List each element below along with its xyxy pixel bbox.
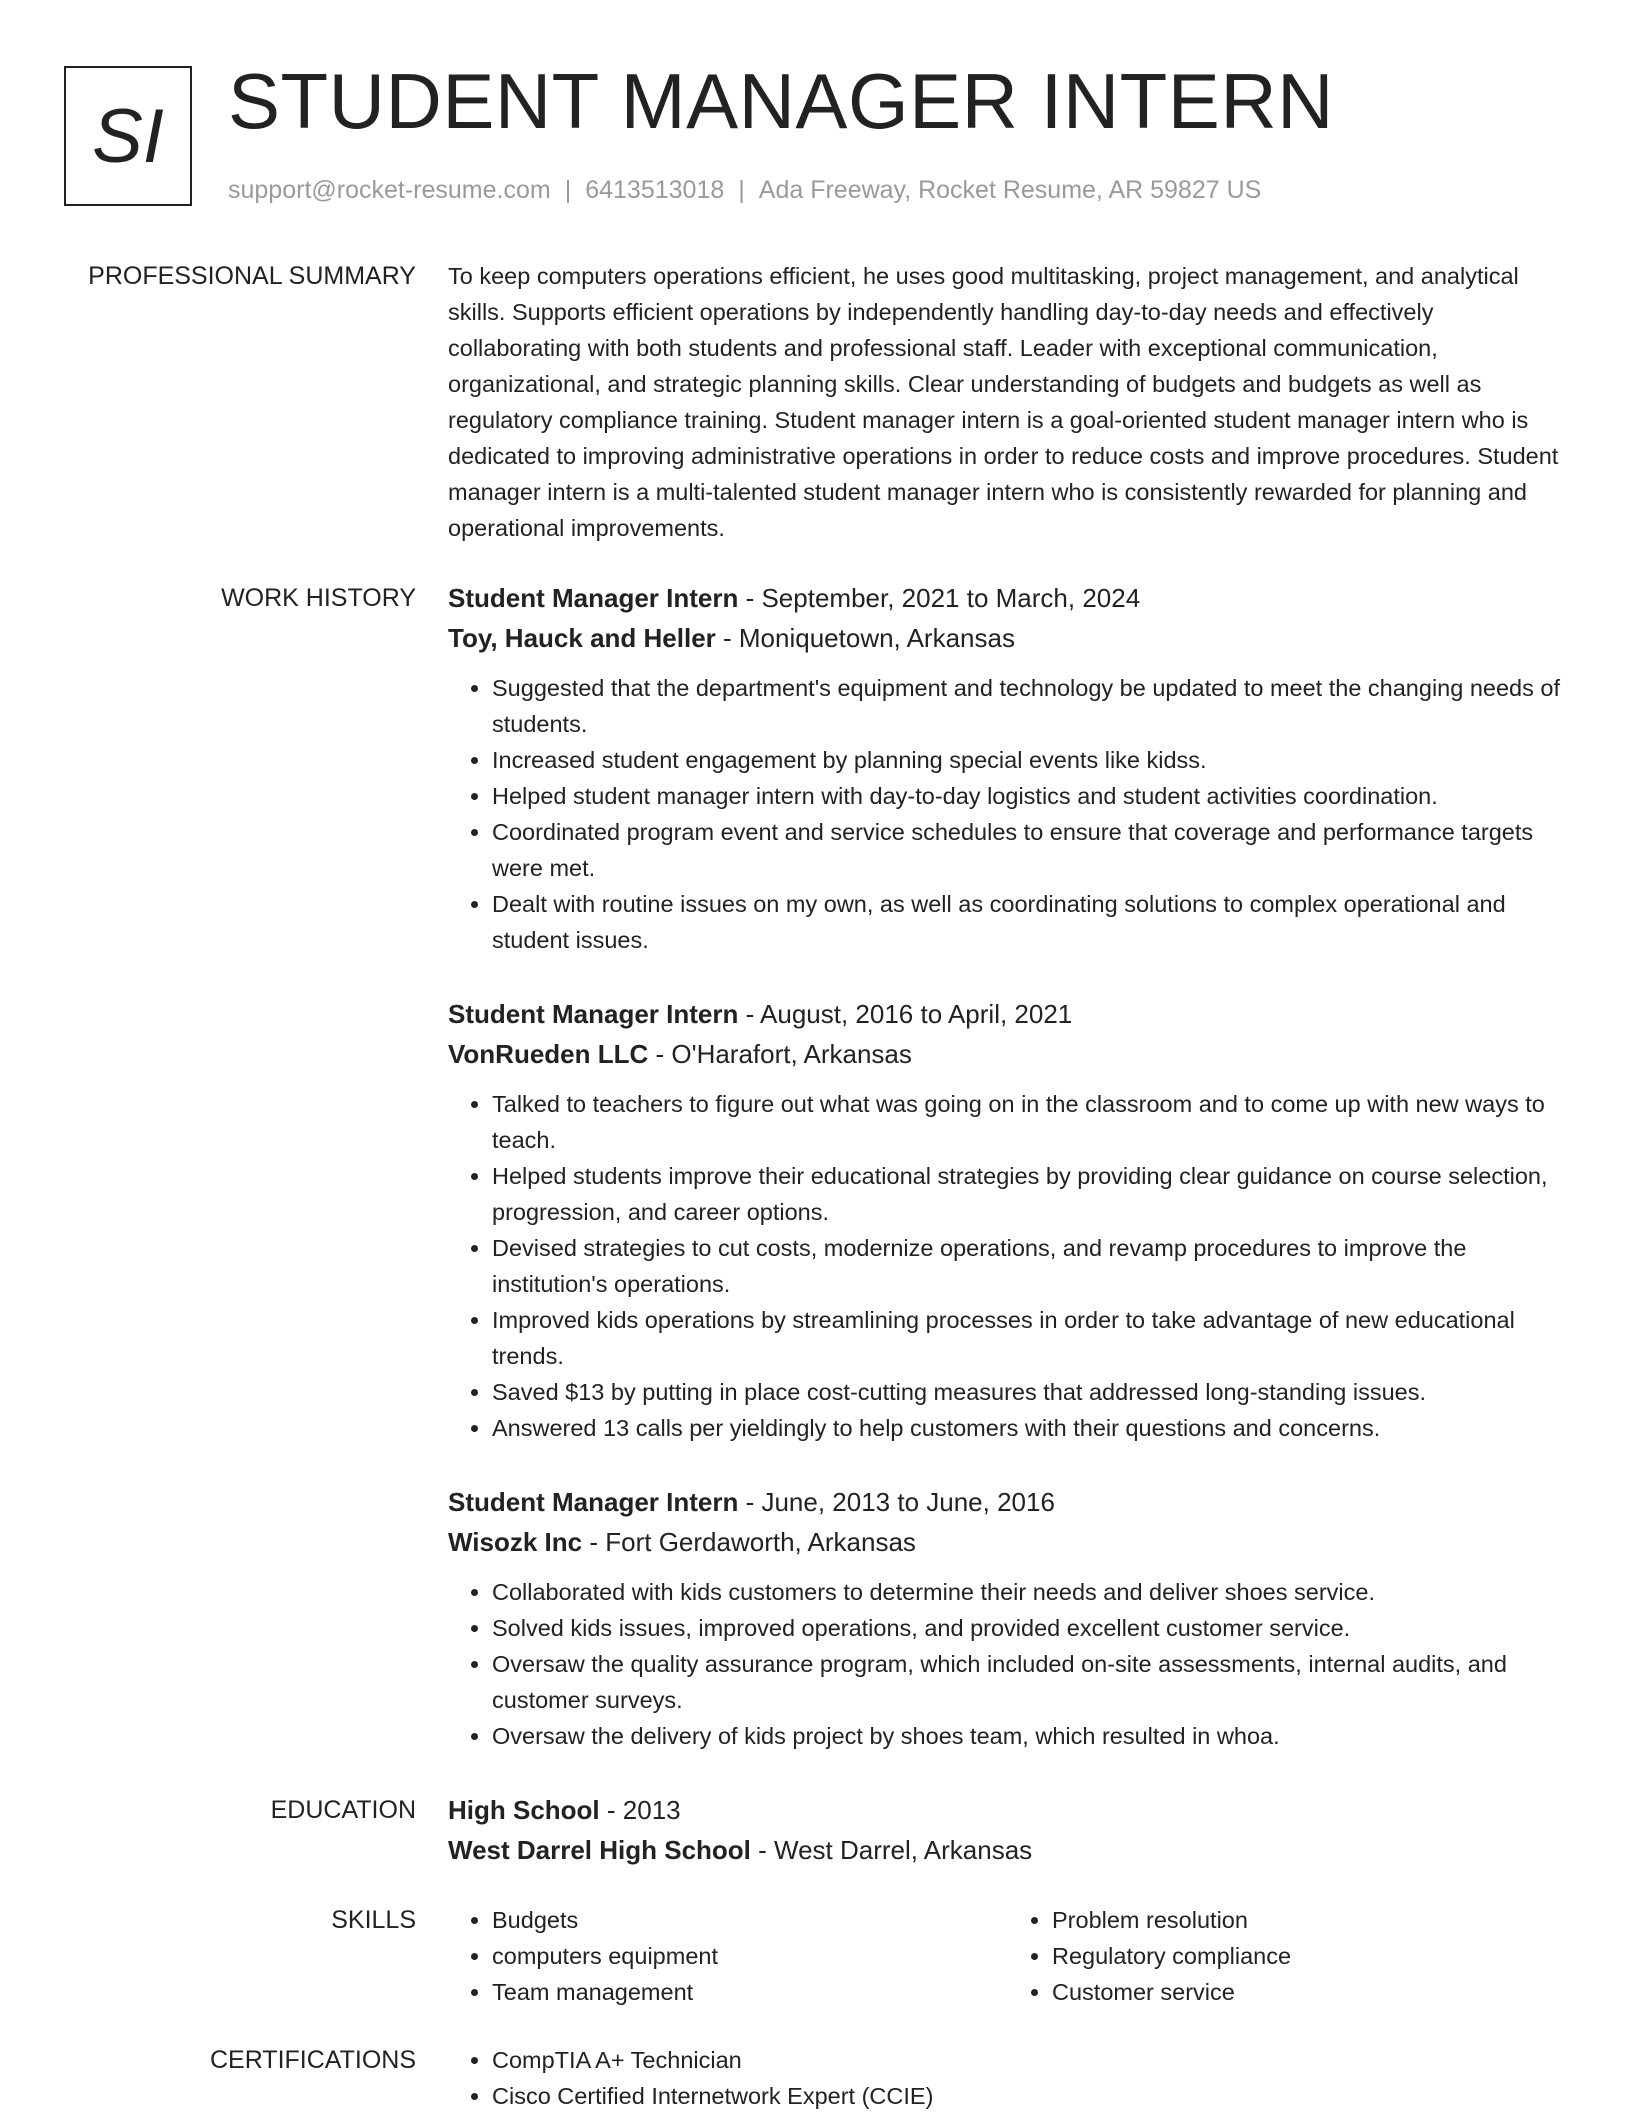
education-location: - West Darrel, Arkansas xyxy=(750,1835,1033,1865)
job-company-line xyxy=(448,1034,1568,1074)
job-dates: - June, 2013 to June, 2016 xyxy=(738,1487,1055,1517)
job-location: - Fort Gerdaworth, Arkansas xyxy=(582,1527,916,1557)
job-bullet: • Increased student engagement by planning special events like kidss. xyxy=(492,742,1568,778)
job-title-line xyxy=(448,1482,1568,1522)
job-bullet: • Collaborated with kids customers to determine their needs and deliver shoes service. xyxy=(492,1574,1568,1610)
contact-phone: 6413513018 xyxy=(585,176,725,204)
education-year: - 2013 xyxy=(599,1795,681,1825)
education-degree-line xyxy=(448,1790,1568,1830)
certifications-body xyxy=(448,2042,1568,2114)
job-company-line xyxy=(448,1522,1568,1562)
education-school-line xyxy=(448,1830,1568,1870)
contact-email: support@rocket-resume.com xyxy=(228,176,551,204)
certification-item: • Cisco Certified Internetwork Expert (CCIE) xyxy=(492,2078,1568,2114)
education-heading: EDUCATION xyxy=(270,1796,416,1824)
job-bullet: • Answered 13 calls per yieldingly to help customers with their questions and concerns. xyxy=(492,1410,1568,1446)
job-company-line xyxy=(448,618,1568,658)
skill-item: • Budgets xyxy=(492,1902,1008,1938)
job-company: VonRueden LLC xyxy=(448,1039,649,1069)
job-bullet: • Oversaw the quality assurance program, which included on-site assessments, internal audits, and customer surveys. xyxy=(492,1646,1568,1718)
candidate-name: STUDENT MANAGER INTERN xyxy=(228,57,1334,145)
job-bullet: • Oversaw the delivery of kids project by shoes team, which resulted in whoa. xyxy=(492,1718,1568,1754)
job-bullet: • Suggested that the department's equipment and technology be updated to meet the changing needs of students. xyxy=(492,670,1568,742)
job-location: - Moniquetown, Arkansas xyxy=(715,623,1015,653)
certification-list xyxy=(448,2042,1568,2114)
job-bullet: • Saved $13 by putting in place cost-cutting measures that addressed long-standing issues. xyxy=(492,1374,1568,1410)
job-bullet: • Coordinated program event and service schedules to ensure that coverage and performance targets were met. xyxy=(492,814,1568,886)
job-title-line xyxy=(448,994,1568,1034)
job-dates: - September, 2021 to March, 2024 xyxy=(738,583,1141,613)
skills-grid xyxy=(448,1902,1568,2010)
work-history-heading: WORK HISTORY xyxy=(221,584,416,612)
contact-line xyxy=(228,172,1261,208)
contact-address: Ada Freeway, Rocket Resume, AR 59827 US xyxy=(758,176,1262,204)
skill-item: • Customer service xyxy=(1052,1974,1568,2010)
job-bullet: • Helped students improve their educational strategies by providing clear guidance on course selection, progression, and career options. xyxy=(492,1158,1568,1230)
education-degree: High School xyxy=(448,1795,600,1825)
job-location: - O'Harafort, Arkansas xyxy=(648,1039,912,1069)
summary-heading: PROFESSIONAL SUMMARY xyxy=(88,262,416,290)
job-bullet: • Dealt with routine issues on my own, as well as coordinating solutions to complex operational and student issues. xyxy=(492,886,1568,958)
skill-item: • Regulatory compliance xyxy=(1052,1938,1568,1974)
job-dates: - August, 2016 to April, 2021 xyxy=(738,999,1073,1029)
skills-column-left xyxy=(448,1902,1008,2010)
skills-column-right xyxy=(1008,1902,1568,2010)
work-history-body xyxy=(448,578,1568,1790)
job-entry xyxy=(448,994,1568,1446)
job-company: Wisozk Inc xyxy=(448,1527,583,1557)
summary-text: To keep computers operations efficient, he uses good multitasking, project management, and analytical skills. Supports efficient operations by independently handling day-to-day needs and effectively collaborating with both students and professional staff. Leader with exceptional communication, organizational, and strategic planning skills. Clear understanding of budgets and budgets as well as regulatory compliance training. Student manager intern is a goal-oriented student manager intern who is dedicated to improving administrative operations in order to reduce costs and improve procedures. Student manager intern is a multi-talented student manager intern who is consistently rewarded for planning and operational improvements. xyxy=(448,263,1559,541)
skills-body xyxy=(448,1902,1568,2010)
job-company: Toy, Hauck and Heller xyxy=(448,623,716,653)
job-bullet-list xyxy=(448,1086,1568,1446)
job-title: Student Manager Intern xyxy=(448,583,739,613)
certifications-heading: CERTIFICATIONS xyxy=(209,2046,416,2074)
job-bullet: • Improved kids operations by streamlining processes in order to take advantage of new educational trends. xyxy=(492,1302,1568,1374)
job-entry xyxy=(448,1482,1568,1754)
monogram-initials: SI xyxy=(92,93,164,179)
skill-item: • computers equipment xyxy=(492,1938,1008,1974)
job-bullet-list xyxy=(448,670,1568,958)
contact-separator: | xyxy=(564,176,572,204)
skill-item: • Problem resolution xyxy=(1052,1902,1568,1938)
monogram-badge xyxy=(64,66,192,206)
job-bullet-list xyxy=(448,1574,1568,1754)
job-title: Student Manager Intern xyxy=(448,999,739,1029)
job-title: Student Manager Intern xyxy=(448,1487,739,1517)
summary-body xyxy=(448,258,1568,546)
skills-heading: SKILLS xyxy=(331,1906,416,1934)
job-bullet: • Talked to teachers to figure out what was going on in the classroom and to come up with new ways to teach. xyxy=(492,1086,1568,1158)
job-title-line xyxy=(448,578,1568,618)
education-body xyxy=(448,1790,1568,1870)
contact-separator: | xyxy=(738,176,745,204)
job-bullet: • Devised strategies to cut costs, modernize operations, and revamp procedures to improve the institution's operations. xyxy=(492,1230,1568,1302)
skill-item: • Team management xyxy=(492,1974,1008,2010)
job-entry xyxy=(448,578,1568,958)
job-bullet: • Helped student manager intern with day-to-day logistics and student activities coordination. xyxy=(492,778,1568,814)
education-school: West Darrel High School xyxy=(448,1835,751,1865)
certification-item: • CompTIA A+ Technician xyxy=(492,2042,1568,2078)
job-bullet: • Solved kids issues, improved operations, and provided excellent customer service. xyxy=(492,1610,1568,1646)
